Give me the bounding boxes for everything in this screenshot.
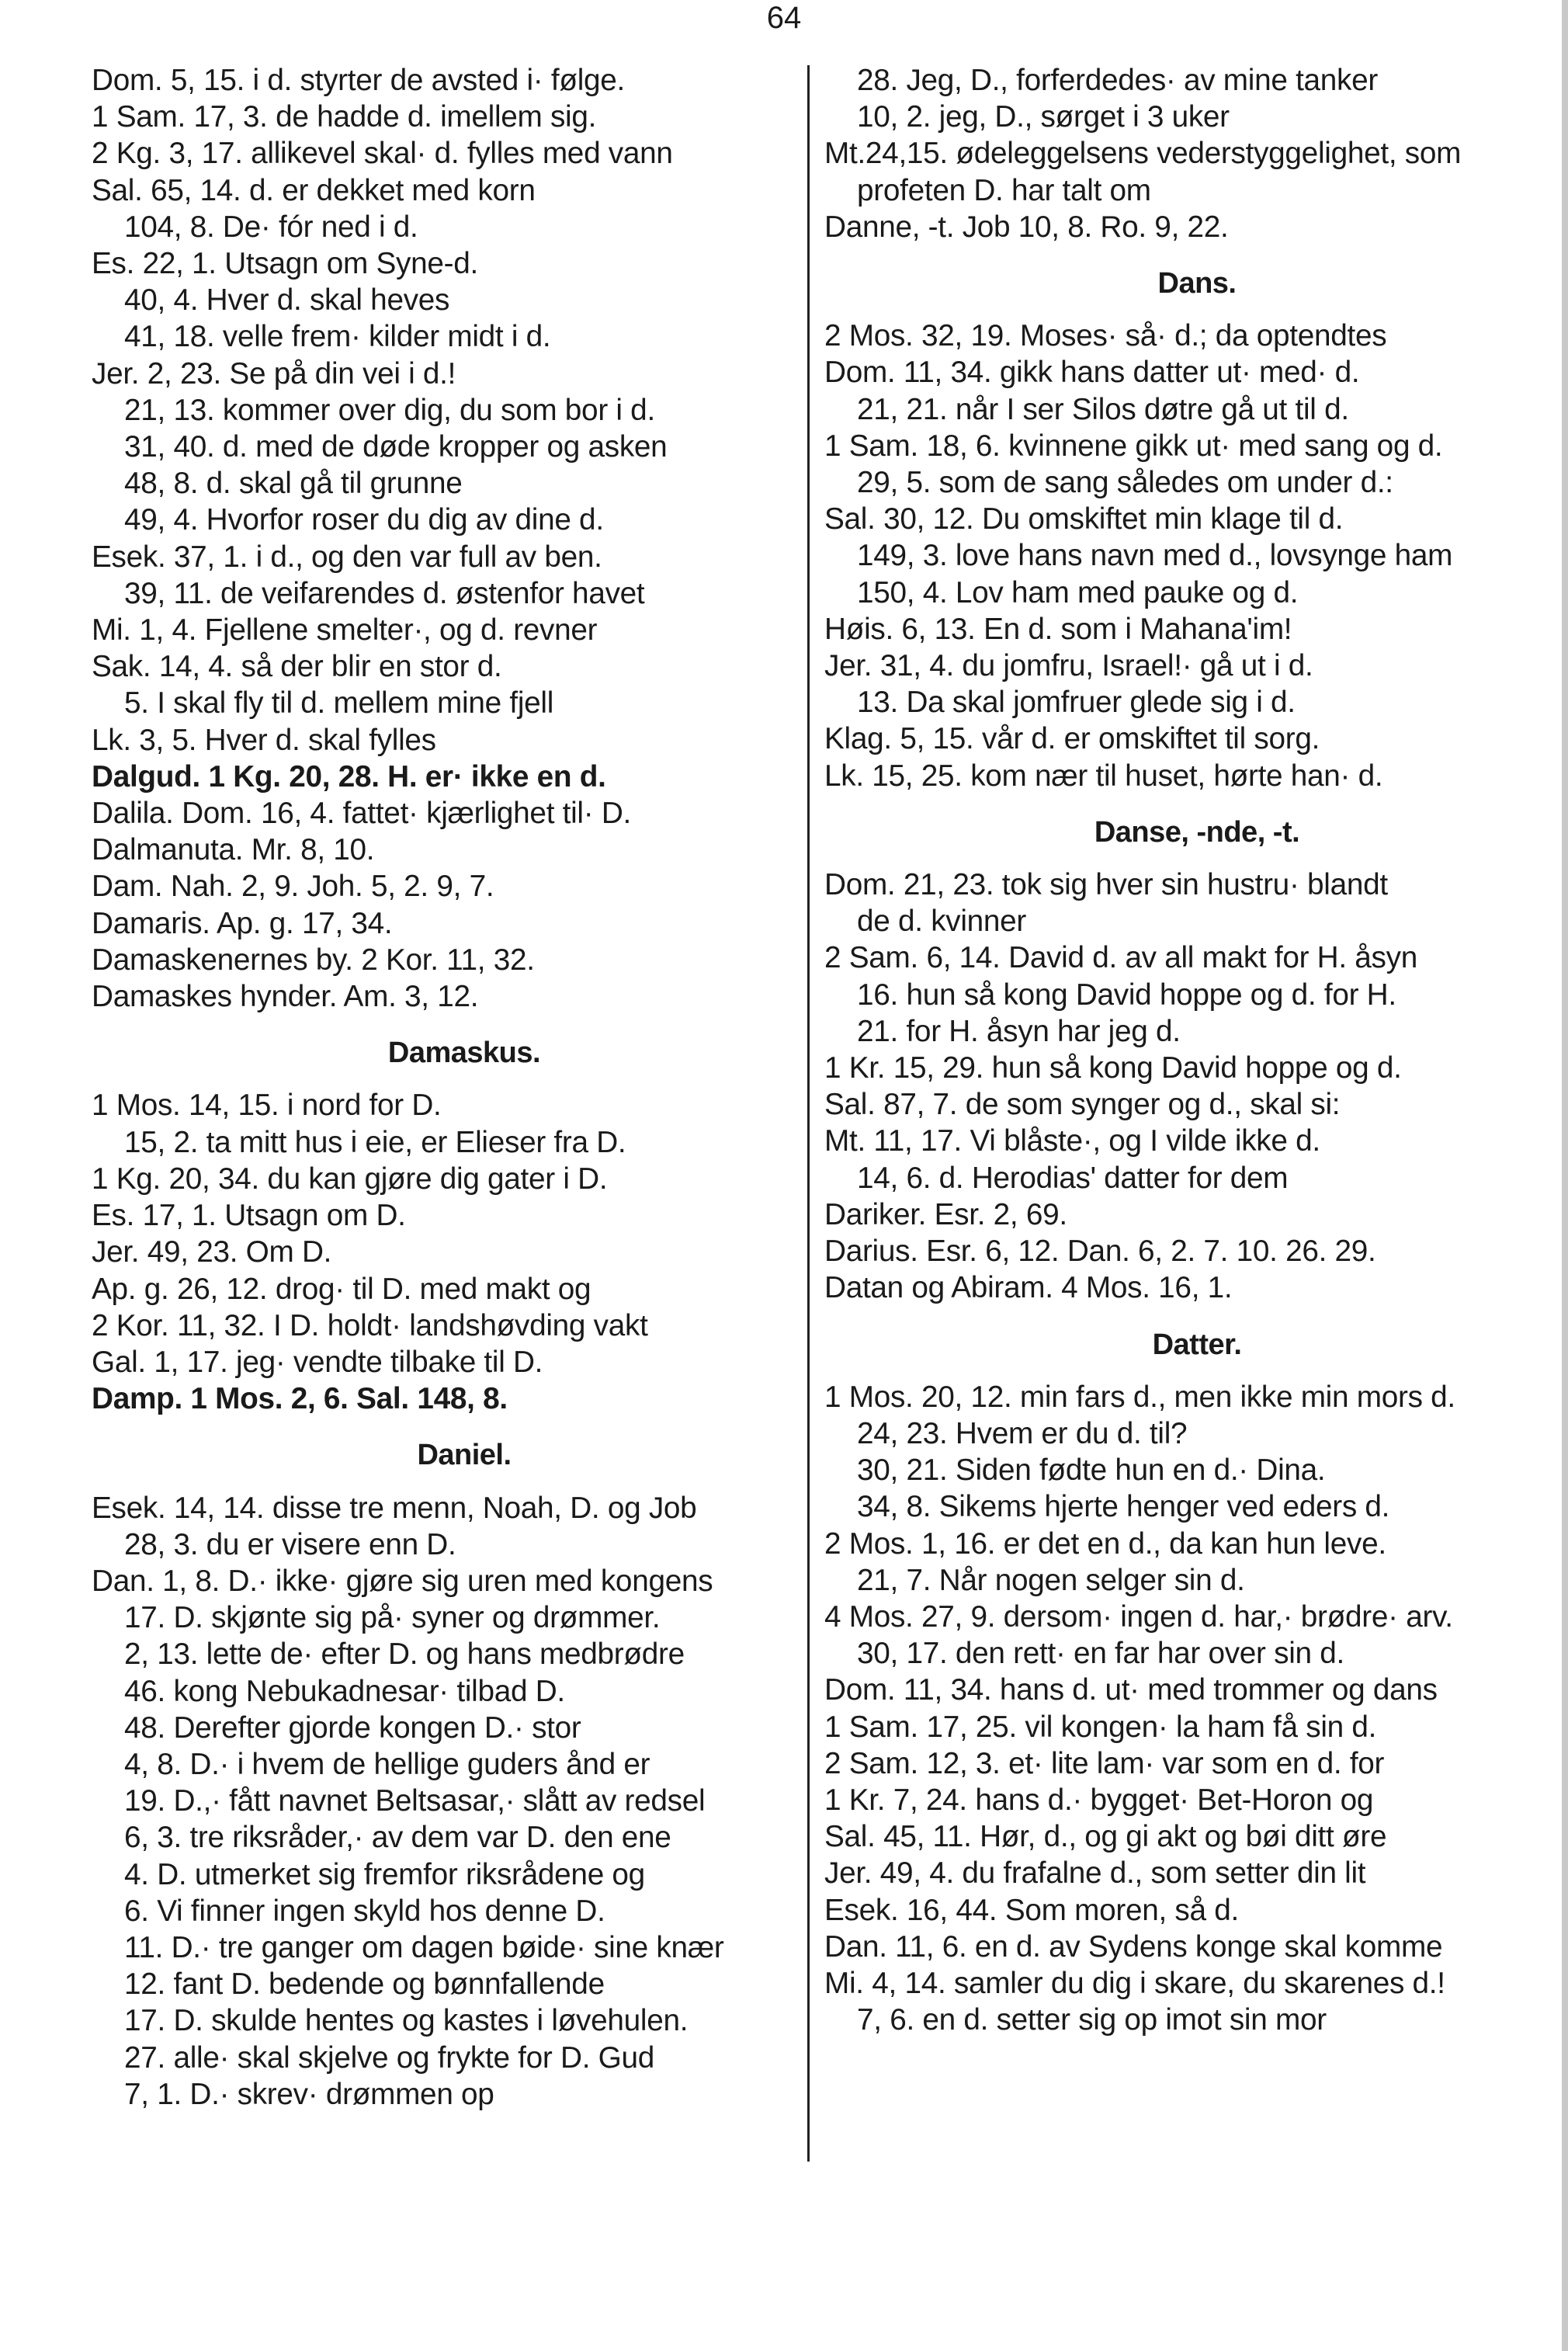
concordance-entry: Es. 22, 1. Utsagn om Syne-d. [92, 247, 478, 281]
concordance-entry: Sal. 87, 7. de som synger og d., skal si: [824, 1088, 1341, 1122]
concordance-subentry: 34, 8. Sikems hjerte henger ved eders d. [857, 1490, 1390, 1524]
concordance-entry: Sal. 30, 12. Du omskiftet min klage til d. [824, 502, 1344, 537]
concordance-subentry: 29, 5. som de sang således om under d.: [857, 466, 1393, 500]
concordance-subentry: 6, 3. tre riksråder,· av dem var D. den ene [124, 1821, 671, 1855]
concordance-entry: Damaskes hynder. Am. 3, 12. [92, 980, 479, 1014]
right-column [824, 62, 1568, 2038]
concordance-entry: Jer. 49, 23. Om D. [92, 1235, 332, 1269]
concordance-subentry: 21, 7. Når nogen selger sin d. [857, 1563, 1245, 1597]
section-heading: Datter. [1152, 1328, 1242, 1361]
concordance-subentry: 2, 13. lette de· efter D. og hans medbrødre [124, 1637, 685, 1672]
concordance-subentry: 46. kong Nebukadnesar· tilbad D. [124, 1674, 565, 1708]
concordance-entry: Dam. Nah. 2, 9. Joh. 5, 2. 9, 7. [92, 870, 494, 904]
concordance-subentry: 4, 8. D.· i hvem de hellige guders ånd er [124, 1747, 650, 1781]
concordance-entry: 1 Sam. 17, 3. de hadde d. imellem sig. [92, 100, 597, 134]
concordance-entry: Esek. 14, 14. disse tre menn, Noah, D. og Job [92, 1491, 697, 1525]
concordance-subentry: 12. fant D. bedende og bønnfallende [124, 1967, 605, 2002]
concordance-subentry: 19. D.,· fått navnet Beltsasar,· slått av redsel [124, 1784, 706, 1818]
concordance-entry: Ap. g. 26, 12. drog· til D. med makt og [92, 1272, 591, 1306]
concordance-entry: Høis. 6, 13. En d. som i Mahana'im! [824, 612, 1292, 646]
concordance-subentry: de d. kvinner [857, 905, 1027, 939]
concordance-subentry: 21. for H. åsyn har jeg d. [857, 1014, 1181, 1048]
concordance-entry: Mt. 11, 17. Vi blåste·, og I vilde ikke d. [824, 1124, 1320, 1158]
column-divider [807, 65, 810, 2162]
concordance-subentry: 30, 17. den rett· en far har over sin d. [857, 1637, 1344, 1671]
concordance-subentry: 104, 8. De· fór ned i d. [124, 210, 418, 244]
concordance-entry: 2 Kor. 11, 32. I D. holdt· landshøvding vakt [92, 1308, 648, 1342]
section-heading: Danse, -nde, -t. [1094, 815, 1300, 849]
concordance-entry: Damaskenernes by. 2 Kor. 11, 32. [92, 943, 535, 977]
concordance-subentry: 41, 18. velle frem· kilder midt i d. [124, 320, 551, 354]
concordance-entry: Jer. 2, 23. Se på din vei i d.! [92, 356, 456, 391]
concordance-entry: Mi. 1, 4. Fjellene smelter·, og d. revner [92, 613, 598, 648]
concordance-entry: Dan. 1, 8. D.· ikke· gjøre sig uren med kongens [92, 1564, 713, 1598]
concordance-entry: Darius. Esr. 6, 12. Dan. 6, 2. 7. 10. 26. 29. [824, 1235, 1376, 1269]
concordance-entry: 2 Sam. 12, 3. et· lite lam· var som en d. for [824, 1746, 1385, 1780]
concordance-entry: Dalila. Dom. 16, 4. fattet· kjærlighet til· D. [92, 797, 631, 831]
concordance-subentry: 27. alle· skal skjelve og frykte for D. Gud [124, 2040, 654, 2075]
concordance-entry: 1 Sam. 18, 6. kvinnene gikk ut· med sang og d. [824, 429, 1443, 463]
concordance-subentry: 16. hun så kong David hoppe og d. for H. [857, 978, 1396, 1012]
left-column [92, 62, 837, 2113]
concordance-subentry: 15, 2. ta mitt hus i eie, er Elieser fra D. [124, 1125, 626, 1159]
concordance-subentry: 10, 2. jeg, D., sørget i 3 uker [857, 100, 1230, 134]
concordance-subentry: 39, 11. de veifarendes d. østenfor havet [124, 576, 645, 610]
concordance-subentry: 40, 4. Hver d. skal heves [124, 283, 450, 318]
concordance-subentry: 49, 4. Hvorfor roser du dig av dine d. [124, 503, 604, 537]
concordance-entry: Dariker. Esr. 2, 69. [824, 1197, 1067, 1231]
concordance-subentry: 17. D. skjønte sig på· syner og drømmer. [124, 1601, 661, 1635]
concordance-entry: Esek. 37, 1. i d., og den var full av ben. [92, 540, 602, 574]
concordance-entry: 1 Mos. 20, 12. min fars d., men ikke min mors d. [824, 1380, 1455, 1414]
concordance-entry: Sal. 65, 14. d. er dekket med korn [92, 173, 536, 207]
concordance-entry: Klag. 5, 15. vår d. er omskiftet til sorg. [824, 722, 1320, 756]
concordance-subentry: 6. Vi finner ingen skyld hos denne D. [124, 1894, 605, 1928]
concordance-entry: Dom. 21, 23. tok sig hver sin hustru· blandt [824, 868, 1388, 902]
concordance-entry: 1 Kr. 15, 29. hun så kong David hoppe og d. [824, 1051, 1402, 1085]
concordance-entry: Dom. 11, 34. gikk hans datter ut· med· d. [824, 356, 1360, 390]
concordance-entry: 1 Sam. 17, 25. vil kongen· la ham få sin d. [824, 1710, 1377, 1744]
concordance-subentry: 48. Derefter gjorde kongen D.· stor [124, 1710, 581, 1745]
concordance-subentry: 4. D. utmerket sig fremfor riksrådene og [124, 1857, 645, 1891]
concordance-subentry: 48, 8. d. skal gå til grunne [124, 467, 463, 501]
concordance-subentry: 28, 3. du er visere enn D. [124, 1527, 456, 1561]
concordance-subentry: profeten D. har talt om [857, 173, 1151, 207]
section-heading: Dans. [1157, 267, 1237, 300]
concordance-entry: Danne, -t. Job 10, 8. Ro. 9, 22. [824, 210, 1229, 244]
concordance-entry: Sal. 45, 11. Hør, d., og gi akt og bøi ditt øre [824, 1820, 1387, 1854]
concordance-entry: Dalgud. 1 Kg. 20, 28. H. er· ikke en d. [92, 759, 606, 794]
page-number: 64 [766, 1, 802, 35]
concordance-subentry: 7, 1. D.· skrev· drømmen op [124, 2077, 494, 2111]
concordance-subentry: 17. D. skulde hentes og kastes i løvehulen. [124, 2004, 689, 2038]
concordance-entry: Damp. 1 Mos. 2, 6. Sal. 148, 8. [92, 1382, 508, 1416]
page-edge-shadow [1562, 0, 1568, 2351]
section-heading: Damaskus. [387, 1037, 541, 1070]
concordance-subentry: 149, 3. love hans navn med d., lovsynge ham [857, 539, 1453, 573]
concordance-entry: 1 Kg. 20, 34. du kan gjøre dig gater i D. [92, 1162, 608, 1196]
concordance-entry: 2 Sam. 6, 14. David d. av all makt for H. åsyn [824, 941, 1417, 975]
concordance-entry: Mt.24,15. ødeleggelsens vederstyggelighet, som [824, 137, 1462, 171]
concordance-entry: Lk. 3, 5. Hver d. skal fylles [92, 723, 436, 757]
concordance-subentry: 30, 21. Siden fødte hun en d.· Dina. [857, 1453, 1326, 1488]
concordance-subentry: 7, 6. en d. setter sig op imot sin mor [857, 2003, 1327, 2037]
concordance-entry: Mi. 4, 14. samler du dig i skare, du skarenes d.! [824, 1966, 1445, 2000]
concordance-entry: Lk. 15, 25. kom nær til huset, hørte han· d. [824, 759, 1383, 793]
concordance-entry: Gal. 1, 17. jeg· vendte tilbake til D. [92, 1345, 543, 1379]
concordance-entry: 4 Mos. 27, 9. dersom· ingen d. har,· brødre· arv. [824, 1599, 1453, 1634]
concordance-subentry: 21, 13. kommer over dig, du som bor i d. [124, 393, 655, 427]
concordance-entry: Datan og Abiram. 4 Mos. 16, 1. [824, 1271, 1233, 1305]
concordance-subentry: 13. Da skal jomfruer glede sig i d. [857, 686, 1296, 720]
concordance-entry: 2 Kg. 3, 17. allikevel skal· d. fylles med vann [92, 137, 673, 171]
concordance-entry: Esek. 16, 44. Som moren, så d. [824, 1893, 1239, 1927]
concordance-entry: Sak. 14, 4. så der blir en stor d. [92, 650, 502, 684]
concordance-subentry: 31, 40. d. med de døde kropper og asken [124, 430, 668, 464]
concordance-entry: 2 Mos. 1, 16. er det en d., da kan hun leve. [824, 1526, 1386, 1561]
concordance-entry: 2 Mos. 32, 19. Moses· så· d.; da optendtes [824, 319, 1387, 353]
concordance-entry: Jer. 49, 4. du frafalne d., som setter din lit [824, 1856, 1366, 1891]
concordance-subentry: 5. I skal fly til d. mellem mine fjell [124, 686, 554, 721]
concordance-entry: Es. 17, 1. Utsagn om D. [92, 1199, 406, 1233]
concordance-subentry: 14, 6. d. Herodias' datter for dem [857, 1161, 1289, 1195]
concordance-entry: Dalmanuta. Mr. 8, 10. [92, 833, 375, 867]
concordance-subentry: 150, 4. Lov ham med pauke og d. [857, 575, 1299, 609]
concordance-entry: 1 Mos. 14, 15. i nord for D. [92, 1089, 442, 1123]
concordance-subentry: 11. D.· tre ganger om dagen bøide· sine knær [124, 1930, 724, 1964]
concordance-entry: Dom. 5, 15. i d. styrter de avsted i· følge. [92, 64, 625, 97]
concordance-entry: Dom. 11, 34. hans d. ut· med trommer og dans [824, 1673, 1438, 1707]
concordance-entry: Damaris. Ap. g. 17, 34. [92, 906, 393, 940]
section-heading: Daniel. [417, 1439, 512, 1472]
concordance-entry: Jer. 31, 4. du jomfru, Israel!· gå ut i d. [824, 649, 1313, 683]
concordance-entry: 1 Kr. 7, 24. hans d.· bygget· Bet-Horon og [824, 1783, 1374, 1817]
concordance-entry: Dan. 11, 6. en d. av Sydens konge skal komme [824, 1929, 1443, 1964]
concordance-subentry: 21, 21. når I ser Silos døtre gå ut til d. [857, 392, 1349, 426]
concordance-subentry: 28. Jeg, D., forferdedes· av mine tanker [857, 64, 1379, 97]
concordance-subentry: 24, 23. Hvem er du d. til? [857, 1416, 1188, 1450]
